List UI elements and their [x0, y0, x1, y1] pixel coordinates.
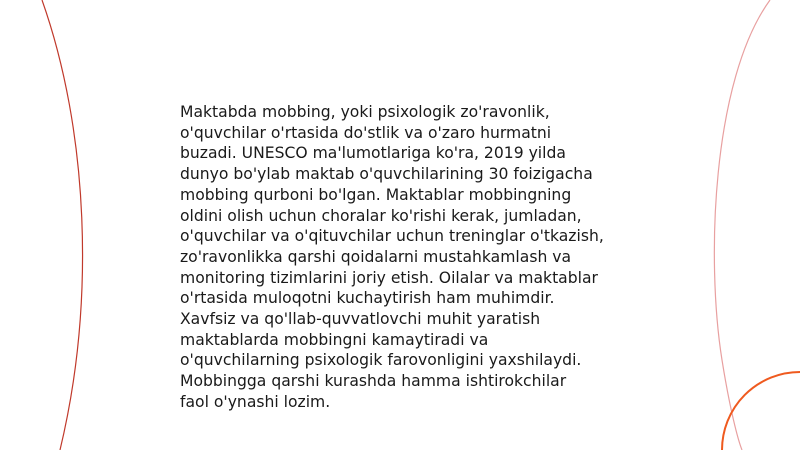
left-decorative-curve [42, 0, 83, 450]
orange-ring-decoration [722, 372, 800, 450]
body-paragraph: Maktabda mobbing, yoki psixologik zo'ravonlik, o'quvchilar o'rtasida do'stlik va o'zaro hurmatni buzadi. UNESCO ma'lumotlariga ko'ra, 2019 yilda dunyo bo'ylab maktab o'quvchilarining 30 foizigacha mobbing qurboni bo'lgan. Maktablar mobbingning oldini olish uchun choralar ko'rishi kerak, jumladan, o'quvchilar va o'qituvchilar uchun treninglar o'tkazish, zo'ravonlikka qarshi qoidalarni mustahkamlash va monitoring tizimlarini joriy etish. Oilalar va maktablar o'rtasida muloqotni kuchaytirish ham muhimdir. Xavfsiz va qo'llab-quvvatlovchi muhit yaratish maktablarda mobbingni kamaytiradi va o'quvchilarning psixologik farovonligini yaxshilaydi. Mobbingga qarshi kurashda hamma ishtirokchilar faol o'ynashi lozim. [180, 103, 604, 411]
